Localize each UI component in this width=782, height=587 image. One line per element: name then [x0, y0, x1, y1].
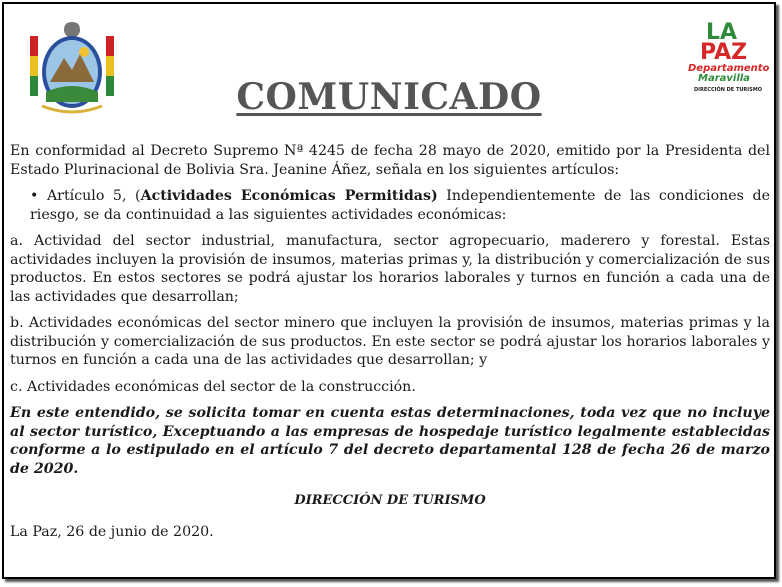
page-title: COMUNICADO — [236, 76, 542, 118]
document-body — [10, 142, 770, 549]
logo-tagline-1: Departamento — [688, 63, 770, 74]
document-page — [2, 2, 776, 579]
logo-word-paz: PAZ — [700, 40, 748, 65]
item-b-paragraph: b. Actividades económicas del sector minero que incluyen la provisión de insumos, materias primas y la distribución y comercialización de sus productos. En este sector se podrá ajustar los horarios laborales y turnos en función a cada una de las actividades que desarrollan; y — [10, 315, 770, 368]
closing-paragraph: En este entendido, se solicita tomar en cuenta estas determinaciones, toda vez que no incluye al sector turístico, Exceptuando a las empresas de hospedaje turístico legalmente establecidas conforme a lo estipulado en el artículo 7 del decreto departamental 128 de fecha 26 de marzo de 2020. — [10, 405, 770, 477]
bullet-prefix: Artículo 5, ( — [46, 188, 141, 204]
logo-word-la: LA — [706, 20, 738, 45]
bullet-marker: • — [30, 188, 39, 204]
logo-unit: DIRECCIÓN DE TURISMO — [694, 87, 762, 93]
article-bullet — [10, 187, 770, 224]
intro-paragraph: En conformidad al Decreto Supremo Nª 4245 de fecha 28 mayo de 2020, emitido por la Presidenta del Estado Plurinacional de Bolivia Sra. Jeanine Áñez, señala en los siguientes artículos: — [10, 143, 770, 178]
date-line: La Paz, 26 de junio de 2020. — [10, 523, 214, 540]
item-a-paragraph: a. Actividad del sector industrial, manufactura, sector agropecuario, maderero y forestal. Estas actividades incluyen la provisión de insumos, materias primas y, la distribución y comercialización de sus productos. En estos sectores se podrá ajustar los horarios laborales y turnos en función a cada una de las actividades que desarrollan; — [10, 233, 770, 305]
bullet-bold-text: Actividades Económicas Permitidas) — [140, 188, 438, 204]
logo-tagline-2: Maravilla — [698, 73, 750, 84]
bullet-rest: Independientemente de las condiciones de riesgo, se da continuidad a las siguientes actividades económicas: — [30, 188, 770, 223]
item-c-paragraph: c. Actividades económicas del sector de la construcción. — [10, 378, 416, 395]
signature: DIRECCIÓN DE TURISMO — [294, 493, 486, 508]
